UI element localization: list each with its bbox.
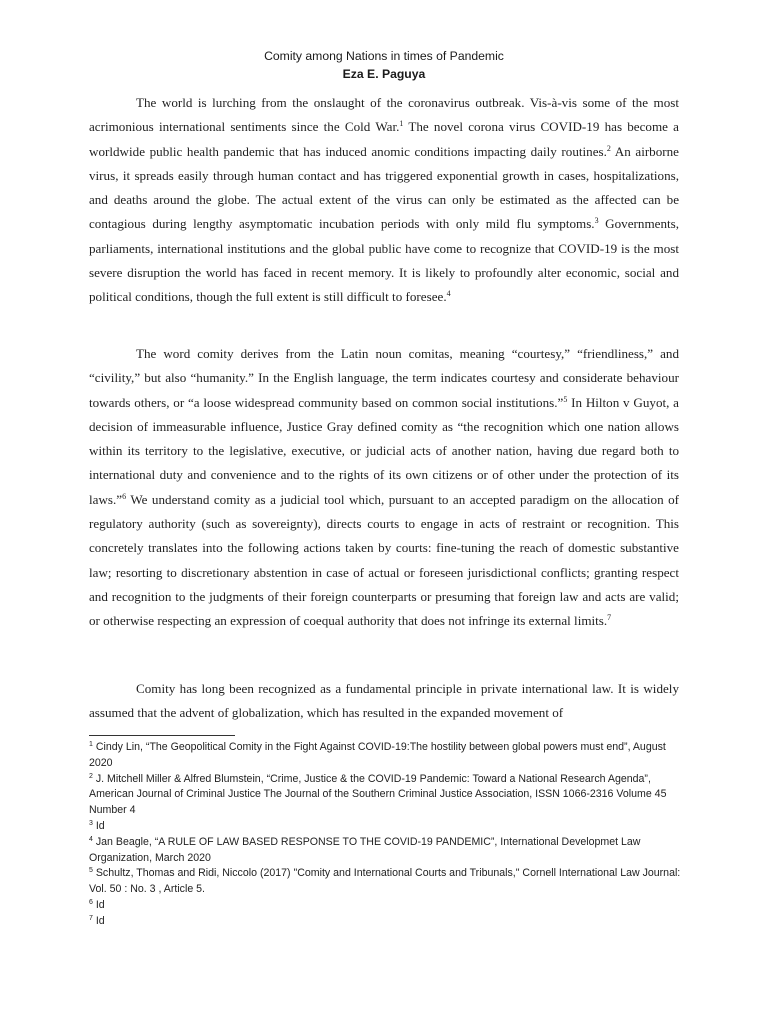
body-paragraph-2 [89, 342, 679, 634]
footnote-number: 1 [89, 741, 93, 748]
footnote-ref: 5 [563, 394, 568, 404]
text-run: In Hilton v Guyot, a decision of immeasurable influence, Justice Gray defined comity as “the recognition which one nation allows within its territory to the legislative, executive, or judicial acts of another nation, having due regard both to international duty and convenience and to the rights of its own citizens or of other under the protection of its laws.” [89, 394, 679, 507]
footnote-text: J. Mitchell Miller & Alfred Blumstein, “Crime, Justice & the COVID-19 Pandemic: Toward a National Research Agenda”, American Journal of Criminal Justice The Journal of the Southern Criminal Justice Association, ISSN 1066-2316 Volume 45 Number 4 [89, 772, 667, 817]
footnote-number: 7 [89, 914, 93, 922]
footnote-ref: 4 [446, 289, 451, 299]
footnote-number: 2 [89, 772, 93, 780]
text-run: Comity has long been recognized as a fundamental principle in private international law. It is widely assumed that the advent of globalization, which has resulted in the expanded movement of [89, 681, 679, 721]
text-run: The word comity derives from the Latin noun comitas, meaning “courtesy,” “friendliness,” and “civility,” but also “humanity.” In the English language, the term indicates courtesy and considerate behaviour towards others, or “a loose widespread community based on common social institutions.” [89, 346, 679, 410]
title-block [0, 47, 768, 83]
footnote-5 [89, 866, 689, 898]
footnote-ref: 2 [606, 143, 611, 153]
footnote-number: 4 [89, 835, 93, 843]
footnote-text: Cindy Lin, “The Geopolitical Comity in the Fight Against COVID-19:The hostility between global powers must end”, August 2020 [89, 741, 666, 769]
paragraph-text [89, 91, 679, 310]
footnote-number: 6 [89, 898, 93, 906]
paragraph-text [89, 342, 679, 634]
text-run: Governments, parliaments, international institutions and the global public have come to recognize that COVID-19 is the most severe disruption the world has faced in recent memory. It is likely to profoundly alter economic, social and political conditions, though the full extent is still difficult to foresee. [89, 216, 680, 305]
footnote-text: Schultz, Thomas and Ridi, Niccolo (2017) "Comity and International Courts and Tribunals," Cornell International Law Journal: Vol. 50 : No. 3 , Article 5. [89, 867, 681, 896]
footnote-7 [89, 914, 689, 930]
text-run: The world is lurching from the onslaught of the coronavirus outbreak. Vis-à-vis some of the most acrimonious international sentiments since the Cold War. [89, 95, 679, 135]
footnote-3 [89, 819, 689, 835]
footnote-text: Id [95, 819, 105, 832]
footnote-text: Jan Beagle, “A RULE OF LAW BASED RESPONSE TO THE COVID-19 PANDEMIC”, International Developmet Law Organization, March 2020 [89, 835, 641, 864]
footnote-4 [89, 835, 689, 867]
footnotes [89, 740, 689, 930]
footnote-6 [89, 898, 689, 914]
footnote-ref: 7 [607, 613, 612, 623]
footnote-1 [89, 740, 689, 772]
text-run: The novel corona virus COVID-19 has become a worldwide public health pandemic that has induced anomic conditions impacting daily routines. [89, 119, 679, 159]
footnote-number: 3 [89, 819, 93, 827]
footnote-ref: 1 [399, 119, 404, 129]
document-title: Comity among Nations in times of Pandemic [264, 49, 504, 63]
paragraph-text [89, 677, 679, 726]
document-author: Eza E. Paguya [342, 67, 426, 81]
footnote-text: Id [95, 914, 105, 927]
footnote-separator [89, 735, 235, 736]
footnote-number: 5 [89, 867, 93, 875]
footnote-text: Id [95, 898, 105, 911]
body-paragraph-1 [89, 91, 679, 310]
footnote-2 [89, 772, 689, 819]
body-paragraph-3 [89, 677, 679, 726]
footnote-ref: 3 [594, 216, 599, 226]
footnote-ref: 6 [122, 491, 127, 501]
text-run: An airborne virus, it spreads easily through human contact and has triggered exponential growth in cases, hospitalizations, and deaths around the globe. The actual extent of the virus can only be estimated as the affected can be contagious during lengthy asymptomatic incubation periods with only mild flu symptoms. [89, 143, 679, 232]
text-run: We understand comity as a judicial tool which, pursuant to an accepted paradigm on the allocation of regulatory authority (such as sovereignty), directs courts to engage in acts of restraint or recognition. This concretely translates into the following actions taken by courts: fine-tuning the reach of domestic substantive law; resorting to discretionary abstention in case of actual or foreseen jurisdictional conflicts; granting respect and recognition to the judgments of their foreign counterparts or presuming that foreign law and acts are valid; or otherwise respecting an expression of coequal authority that does not infringe its external limits. [89, 491, 679, 629]
